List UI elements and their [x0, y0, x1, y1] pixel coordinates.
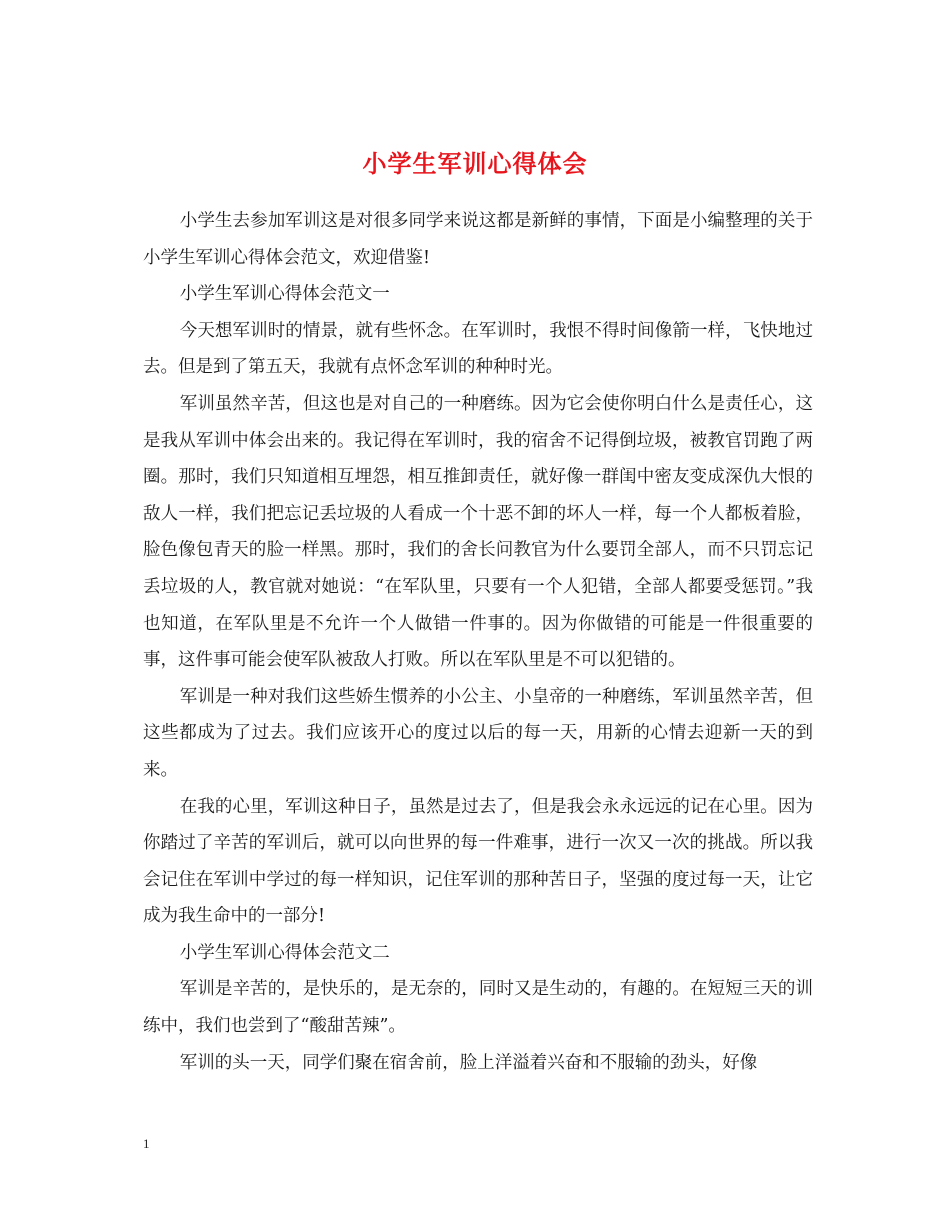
body-paragraph: 今天想军训时的情景，就有些怀念。在军训时，我恨不得时间像箭一样，飞快地过去。但是到了第五天，我就有点怀念军训的种种时光。: [143, 320, 813, 378]
body-paragraph: 军训是一种对我们这些娇生惯养的小公主、小皇帝的一种磨练，军训虽然辛苦，但这些都成为了过去。我们应该开心的度过以后的每一天，用新的心情去迎新一天的到来。: [143, 686, 813, 780]
intro-paragraph: 小学生去参加军训这是对很多同学来说这都是新鲜的事情，下面是小编整理的关于小学生军训心得体会范文，欢迎借鉴!: [143, 211, 813, 268]
body-paragraph: 在我的心里，军训这种日子，虽然是过去了，但是我会永永远远的记在心里。因为你踏过了辛苦的军训后，就可以向世界的每一件难事，进行一次又一次的挑战。所以我会记住在军训中学过的每一样知识，记住军训的那种苦日子，坚强的度过每一天，让它成为我生命中的一部分!: [143, 796, 813, 927]
document-title: 小学生军训心得体会: [362, 149, 588, 179]
page-number: 1: [143, 1136, 150, 1151]
section-heading-sample-one: 小学生军训心得体会范文一: [179, 284, 390, 305]
document-body: [143, 203, 813, 1081]
section-heading-sample-two: 小学生军训心得体会范文二: [179, 942, 390, 963]
body-paragraph: 军训的头一天，同学们聚在宿舍前，脸上洋溢着兴奋和不服输的劲头，好像: [179, 1052, 758, 1073]
body-paragraph: 军训虽然辛苦，但这也是对自己的一种磨练。因为它会使你明白什么是责任心，这是我从军训中体会出来的。我记得在军训时，我的宿舍不记得倒垃圾，被教官罚跑了两圈。那时，我们只知道相互埋怨，相互推卸责任，就好像一群闺中密友变成深仇大恨的敌人一样，我们把忘记丢垃圾的人看成一个十恶不卸的坏人一样，每一个人都板着脸，脸色像包青天的脸一样黑。那时，我们的舍长问教官为什么要罚全部人，而不只罚忘记丢垃圾的人，教官就对她说：“在军队里，只要有一个人犯错，全部人都要受惩罚。”我也知道，在军队里是不允许一个人做错一件事的。因为你做错的可能是一件很重要的事，这件事可能会使军队被敌人打败。所以在军队里是不可以犯错的。: [143, 393, 813, 671]
body-paragraph: 军训是辛苦的，是快乐的，是无奈的，同时又是生动的，有趣的。在短短三天的训练中，我们也尝到了“酸甜苦辣”。: [143, 979, 813, 1037]
